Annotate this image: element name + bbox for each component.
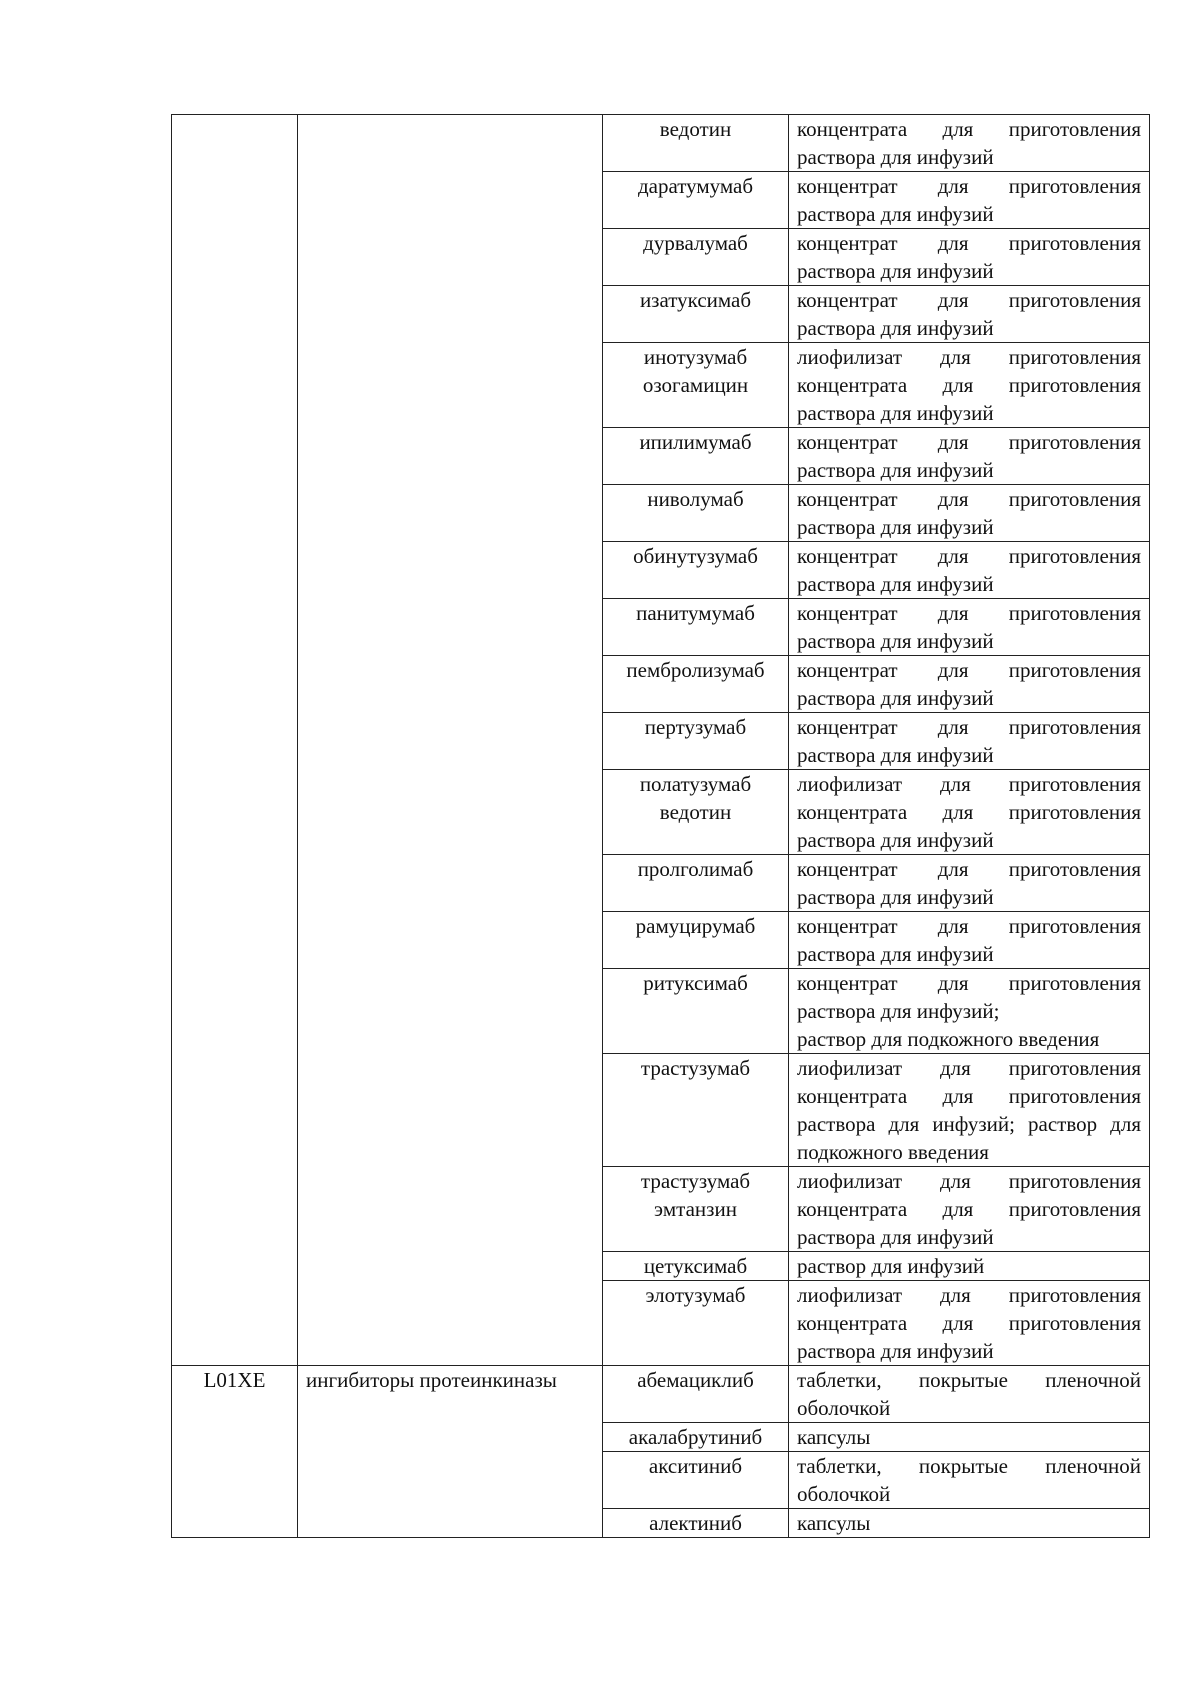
dosage-form-cell	[789, 542, 1150, 599]
dosage-form-cell	[789, 656, 1150, 713]
dosage-form-cell	[789, 172, 1150, 229]
dosage-form-cell	[789, 485, 1150, 542]
drug-table	[171, 114, 1150, 1538]
drug-name-cell	[603, 485, 789, 542]
dosage-form-cell	[789, 1366, 1150, 1423]
dosage-form-text: концентрат для приготовления раствора для инфузий	[797, 174, 1141, 226]
pharmacological-group-cell: ингибиторы протеинкиназы	[298, 1366, 603, 1538]
dosage-form-text: концентрат для приготовления раствора для инфузий	[797, 288, 1141, 340]
dosage-form-text: концентрат для приготовления раствора для инфузий	[797, 857, 1141, 909]
dosage-form-text: лиофилизат для приготовления концентрата для приготовления раствора для инфузий; раствор для подкожного введения	[797, 1056, 1141, 1164]
drug-name-cell	[603, 969, 789, 1054]
dosage-form-cell	[789, 855, 1150, 912]
dosage-form-text: концентрат для приготовления раствора для инфузий	[797, 544, 1141, 596]
drug-name-line: ритуксимаб	[643, 971, 748, 995]
atc-code-cell	[172, 115, 298, 1366]
dosage-form-cell	[789, 229, 1150, 286]
drug-name-cell	[603, 428, 789, 485]
dosage-form-cell	[789, 1509, 1150, 1538]
drug-name-line: абемациклиб	[637, 1368, 754, 1392]
drug-name-line: ведотин	[659, 800, 732, 824]
drug-name-line: трастузумаб	[640, 1169, 751, 1193]
drug-name-line: ниволумаб	[647, 487, 744, 511]
dosage-form-cell	[789, 1054, 1150, 1167]
dosage-form-text: капсулы	[797, 1425, 871, 1449]
drug-name-cell	[603, 855, 789, 912]
drug-name-cell	[603, 1167, 789, 1252]
dosage-form-cell	[789, 969, 1150, 1054]
dosage-form-text: концентрата для приготовления раствора для инфузий	[797, 117, 1141, 169]
drug-name-line: цетуксимаб	[643, 1254, 748, 1278]
drug-name-cell	[603, 599, 789, 656]
dosage-form-text: концентрат для приготовления раствора для инфузий	[797, 715, 1141, 767]
dosage-form-text: концентрат для приготовления раствора для инфузий	[797, 430, 1141, 482]
drug-name-cell	[603, 1423, 789, 1452]
dosage-form-text: концентрат для приготовления раствора для инфузий	[797, 601, 1141, 653]
drug-name-line: элотузумаб	[645, 1283, 746, 1307]
dosage-form-text: концентрат для приготовления раствора для инфузий	[797, 914, 1141, 966]
drug-name-line: озогамицин	[642, 373, 749, 397]
dosage-form-text: лиофилизат для приготовления концентрата для приготовления раствора для инфузий	[797, 1169, 1141, 1249]
table-row	[172, 115, 1150, 172]
drug-name-cell	[603, 1252, 789, 1281]
atc-code-cell: L01XE	[172, 1366, 298, 1538]
dosage-form-cell	[789, 115, 1150, 172]
drug-name-line: ведотин	[659, 117, 732, 141]
drug-name-line: полатузумаб	[639, 772, 752, 796]
drug-name-line: пембролизумаб	[626, 658, 765, 682]
pharmacological-group-cell	[298, 115, 603, 1366]
drug-name-cell	[603, 229, 789, 286]
drug-name-line: даратумумаб	[637, 174, 754, 198]
dosage-form-cell	[789, 1423, 1150, 1452]
drug-name-line: акалабрутиниб	[628, 1425, 763, 1449]
drug-name-cell	[603, 1054, 789, 1167]
dosage-form-cell	[789, 1452, 1150, 1509]
drug-table-body	[172, 115, 1150, 1538]
dosage-form-cell	[789, 1167, 1150, 1252]
drug-name-cell	[603, 770, 789, 855]
drug-name-line: эмтанзин	[654, 1197, 737, 1221]
drug-name-cell	[603, 656, 789, 713]
dosage-form-cell	[789, 286, 1150, 343]
dosage-form-cell	[789, 912, 1150, 969]
dosage-form-text: лиофилизат для приготовления концентрата для приготовления раствора для инфузий	[797, 1283, 1141, 1363]
drug-name-cell	[603, 542, 789, 599]
drug-name-cell	[603, 1366, 789, 1423]
dosage-form-cell	[789, 770, 1150, 855]
table-row	[172, 1366, 1150, 1423]
drug-name-cell	[603, 172, 789, 229]
dosage-form-cell	[789, 599, 1150, 656]
drug-name-cell	[603, 286, 789, 343]
drug-name-cell	[603, 343, 789, 428]
drug-name-line: изатуксимаб	[639, 288, 752, 312]
dosage-form-text: таблетки, покрытые пленочной оболочкой	[797, 1454, 1141, 1506]
dosage-form-cell	[789, 1281, 1150, 1366]
drug-name-line: алектиниб	[649, 1511, 742, 1535]
drug-name-line: трастузумаб	[640, 1056, 751, 1080]
drug-name-line: акситиниб	[648, 1454, 743, 1478]
drug-name-line: обинутузумаб	[633, 544, 758, 568]
dosage-form-cell	[789, 428, 1150, 485]
drug-name-line: рамуцирумаб	[635, 914, 756, 938]
dosage-form-text: лиофилизат для приготовления концентрата для приготовления раствора для инфузий	[797, 772, 1141, 852]
drug-name-cell	[603, 1281, 789, 1366]
drug-name-cell	[603, 1509, 789, 1538]
dosage-form-text: раствор для инфузий	[797, 1254, 985, 1278]
dosage-form-text: таблетки, покрытые пленочной оболочкой	[797, 1368, 1141, 1420]
drug-name-cell	[603, 912, 789, 969]
drug-name-cell	[603, 713, 789, 770]
dosage-form-text: концентрат для приготовления раствора для инфузий	[797, 231, 1141, 283]
drug-name-cell	[603, 1452, 789, 1509]
dosage-form-text: концентрат для приготовления раствора для инфузий;	[797, 971, 1141, 1023]
dosage-form-text: лиофилизат для приготовления концентрата для приготовления раствора для инфузий	[797, 345, 1141, 425]
drug-name-line: панитумумаб	[636, 601, 755, 625]
drug-name-line: ипилимумаб	[639, 430, 752, 454]
dosage-form-cell	[789, 343, 1150, 428]
drug-name-line: инотузумаб	[643, 345, 748, 369]
dosage-form-text: концентрат для приготовления раствора для инфузий	[797, 658, 1141, 710]
dosage-form-text: раствор для подкожного введения	[797, 1027, 1100, 1051]
dosage-form-text: концентрат для приготовления раствора для инфузий	[797, 487, 1141, 539]
drug-name-cell	[603, 115, 789, 172]
dosage-form-cell	[789, 1252, 1150, 1281]
drug-name-line: пертузумаб	[644, 715, 747, 739]
drug-name-line: пролголимаб	[637, 857, 754, 881]
dosage-form-text: капсулы	[797, 1511, 871, 1535]
drug-name-line: дурвалумаб	[643, 231, 748, 255]
dosage-form-cell	[789, 713, 1150, 770]
